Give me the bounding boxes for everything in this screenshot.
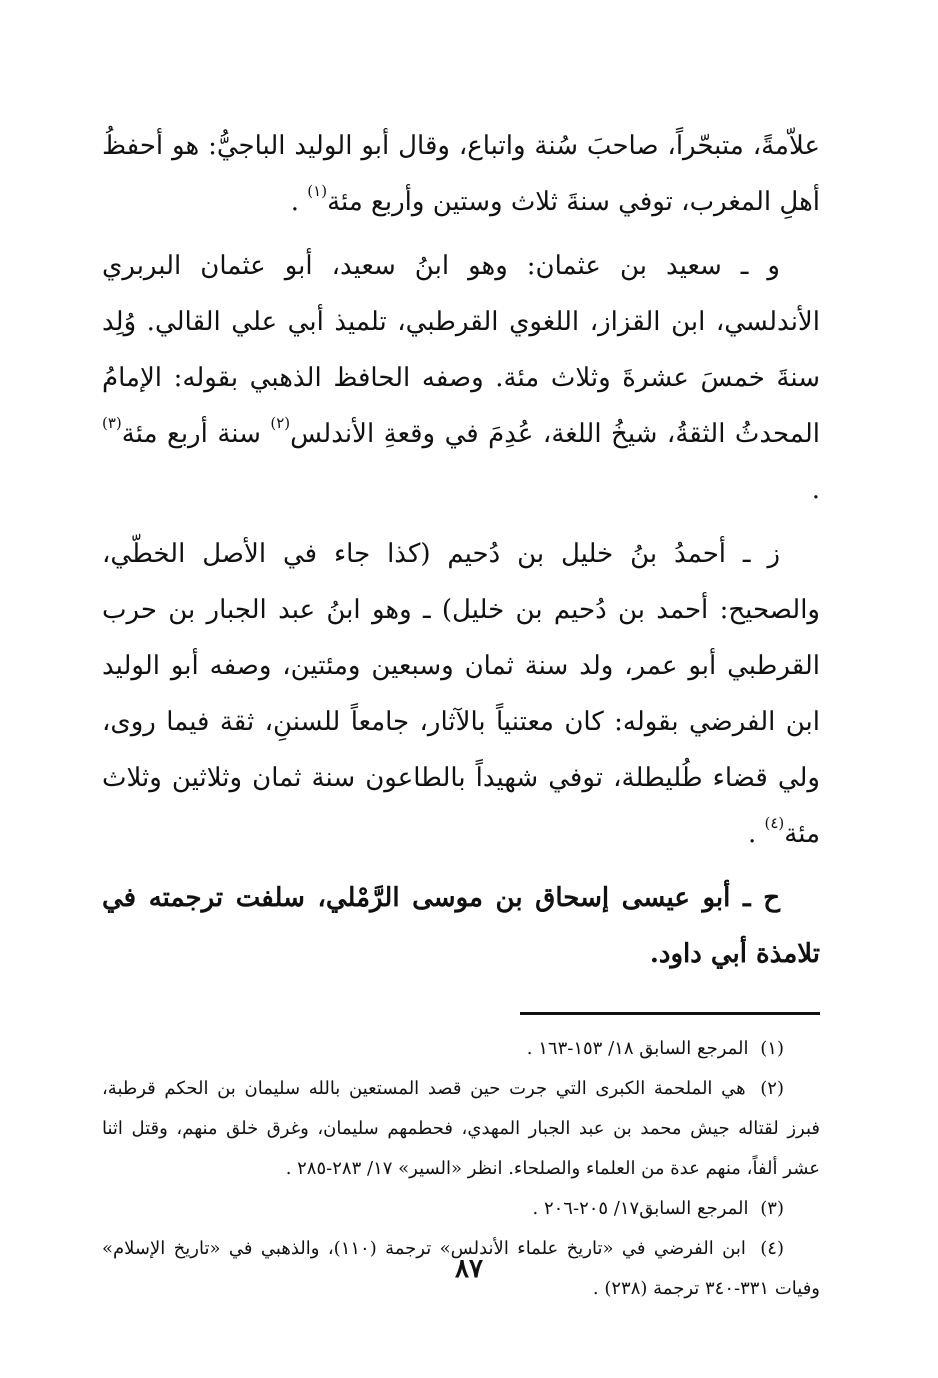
paragraph-1: علاّمةً، متبحّراً، صاحبَ سُنة واتباع، وقال أبو الوليد الباجيُّ: هو أحفظُ أهلِ المغرب، توفي سنةَ ثلاث وستين وأربع مئة$^{(١)}$ . — [102, 131, 820, 217]
main-text — [102, 118, 820, 982]
footnote-separator — [520, 1012, 820, 1015]
footnote-3 — [102, 1189, 820, 1229]
footnote-number: (٤) — [760, 1238, 784, 1259]
paragraph-waw: و ـ سعيد بن عثمان: وهو ابنُ سعيد، أبو عثمان البربري الأندلسي، ابن القزاز، اللغوي القرطبي، تلميذ أبي علي القالي. وُلِد سنةَ خمسَ عشرةَ وثلاث مئة. وصفه الحافظ الذهبي بقوله: الإمامُ المحدثُ الثقةُ، شيخُ اللغة، عُدِمَ في وقعةِ الأندلس$^{(٢)}$ سنة أربع مئة$^{(٣)}$ . — [102, 251, 820, 505]
footnote-ref-4: (٤) — [764, 814, 785, 832]
footnote-number: (١) — [760, 1038, 784, 1059]
footnote-text: المرجع السابق١٧/ ٢٠٥-٢٠٦ . — [532, 1198, 749, 1219]
page-number: ٨٧ — [455, 1254, 483, 1284]
footnote-number: (٢) — [760, 1078, 784, 1099]
footnote-text: ابن الفرضي في «تاريخ علماء الأندلس» ترجمة (١١٠)، والذهبي في «تاريخ الإسلام» وفيات ٣٣١-٣٤٠ ترجمة (٢٣٨) . — [102, 1238, 820, 1299]
footnote-ref-1: (١) — [307, 182, 328, 200]
footnote-ref-3: (٣) — [102, 414, 122, 432]
paragraph-zay: ز ـ أحمدُ بنُ خليل بن دُحيم (كذا جاء في الأصل الخطّي، والصحيح: أحمد بن دُحيم بن خليل) ـ وهو ابنُ عبد الجبار بن حرب القرطبي أبو عمر، ولد سنة ثمان وسبعين ومئتين، وصفه أبو الوليد ابن الفرضي بقوله: كان معتنياً بالآثار، جامعاً للسننِ، ثقة فيما روى، ولي قضاء طُليطلة، توفي شهيداً بالطاعون سنة ثمان وثلاثين وثلاث مئة$^{(٤)}$ . — [102, 539, 820, 849]
footnote-ref-2: (٢) — [270, 414, 291, 432]
footnote-1 — [102, 1029, 820, 1069]
footnote-text: هي الملحمة الكبرى التي جرت حين قصد المستعين بالله سليمان بن الحكم قرطبة، فبرز لقتاله جيش محمد بن عبد الجبار المهدي، فحطمهم سليمان، وغرق خلق منهم، وقتل اثنا عشر ألفاً، منهم عدة من العلماء والصلحاء. انظر «السير» ١٧/ ٢٨٣-٢٨٥ . — [102, 1078, 820, 1179]
footnote-2 — [102, 1069, 820, 1189]
paragraph-ha: ح ـ أبو عيسى إسحاق بن موسى الرَّمْلي، سلفت ترجمته في تلامذة أبي داود. — [102, 883, 820, 969]
footnote-number: (٣) — [760, 1198, 784, 1219]
footnote-text: المرجع السابق ١٨/ ١٥٣-١٦٣ . — [526, 1038, 749, 1059]
